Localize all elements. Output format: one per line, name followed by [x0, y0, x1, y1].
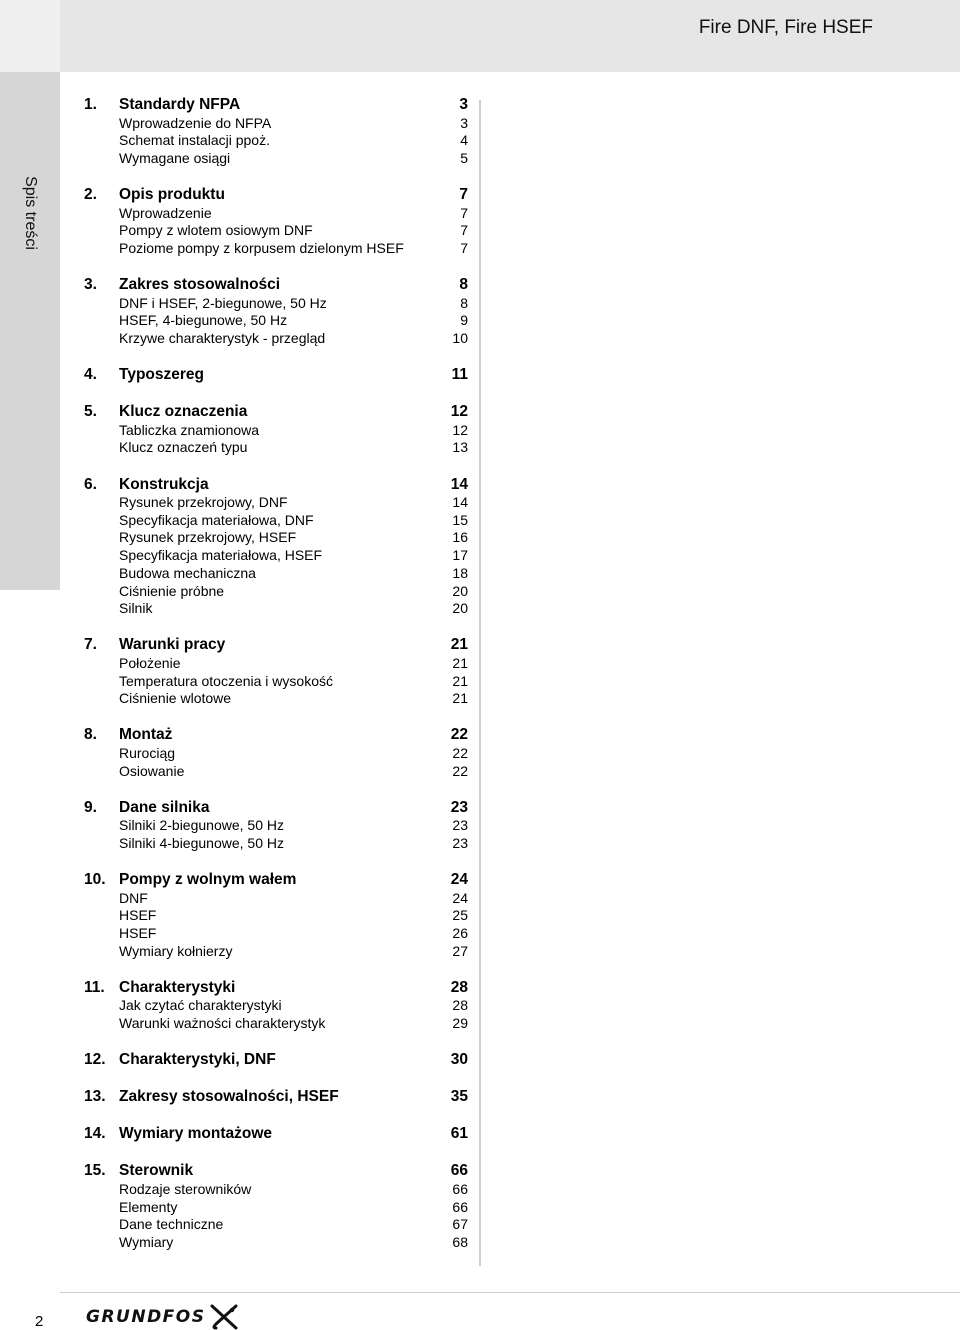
toc-section-heading[interactable] [84, 185, 468, 205]
header-corner-block [0, 0, 60, 72]
toc-section-heading[interactable] [84, 365, 468, 385]
toc-item-page: 10 [452, 330, 468, 346]
toc-section-title: Sterownik [119, 1162, 194, 1180]
toc-item[interactable] [84, 422, 468, 440]
toc-item-title: DNF i HSEF, 2-biegunowe, 50 Hz [119, 294, 327, 311]
toc-item[interactable] [84, 295, 468, 313]
toc-item[interactable] [84, 547, 468, 565]
toc-item[interactable] [84, 222, 468, 240]
toc-section-number: 3. [84, 276, 97, 294]
toc-item[interactable] [84, 600, 468, 618]
toc-item-title: HSEF, 4-biegunowe, 50 Hz [119, 312, 288, 329]
toc-item-title: Silniki 2-biegunowe, 50 Hz [119, 817, 284, 834]
toc-item[interactable] [84, 673, 468, 691]
toc-item-page: 29 [452, 1015, 468, 1032]
toc-item[interactable] [84, 925, 468, 943]
toc-item-title: Silnik [119, 600, 153, 617]
toc-item[interactable] [84, 943, 468, 961]
toc-item[interactable] [84, 1181, 468, 1199]
toc-item-page: 21 [452, 690, 468, 707]
toc-section-title: Charakterystyki [119, 978, 236, 996]
toc-section-heading[interactable] [84, 1161, 468, 1181]
toc-section [84, 870, 468, 960]
toc-item-page: 9 [460, 312, 468, 329]
toc-section [84, 725, 468, 780]
toc-item-title: Specyfikacja materiałowa, DNF [119, 511, 314, 528]
toc-item-page: 7 [460, 222, 468, 239]
toc-item[interactable] [84, 1199, 468, 1217]
toc-item-title: Ciśnienie próbne [119, 582, 225, 599]
toc-section [84, 475, 468, 618]
toc-section-heading[interactable] [84, 95, 468, 115]
toc-item-title: Poziome pompy z korpusem dzielonym HSEF [119, 239, 404, 256]
table-of-contents [84, 88, 468, 1269]
toc-section [84, 275, 468, 348]
toc-item-title: Temperatura otoczenia i wysokość [119, 672, 333, 689]
toc-section-number: 1. [84, 96, 97, 113]
toc-section-heading[interactable] [84, 1087, 468, 1107]
toc-item-title: HSEF [119, 907, 157, 924]
toc-section-title: Charakterystyki, DNF [119, 1051, 276, 1069]
toc-item-title: Położenie [119, 654, 181, 671]
toc-section-number: 5. [84, 403, 97, 421]
toc-section-page: 8 [459, 276, 468, 294]
toc-item-title: Klucz oznaczeń typu [119, 439, 248, 456]
toc-section-number: 13. [84, 1088, 106, 1106]
toc-item-title: Wymagane osiągi [119, 149, 231, 166]
toc-item[interactable] [84, 763, 468, 781]
toc-item-title: Rodzaje sterowników [119, 1180, 252, 1197]
toc-section-number: 11. [84, 978, 105, 996]
toc-item[interactable] [84, 205, 468, 223]
toc-item-title: DNF [119, 889, 148, 906]
toc-item[interactable] [84, 132, 468, 150]
toc-section-title: Standardy NFPA [119, 96, 241, 113]
toc-section-number: 14. [84, 1125, 106, 1143]
toc-item[interactable] [84, 745, 468, 763]
toc-section-heading[interactable] [84, 978, 468, 998]
toc-item[interactable] [84, 890, 468, 908]
toc-section-page: 35 [450, 1088, 468, 1106]
toc-item-page: 4 [460, 132, 468, 149]
toc-section-page: 61 [450, 1125, 468, 1143]
toc-item-title: Wymiary kołnierzy [119, 942, 233, 959]
toc-item-title: Jak czytać charakterystyki [119, 997, 282, 1014]
toc-item-page: 12 [452, 421, 468, 438]
toc-section-page: 11 [451, 366, 468, 384]
toc-item-title: Dane techniczne [119, 1216, 224, 1233]
toc-section-page: 24 [450, 871, 468, 889]
toc-section-number: 2. [84, 186, 97, 204]
document-title: Fire DNF, Fire HSEF [698, 17, 873, 38]
toc-item-title: Elementy [119, 1198, 178, 1215]
toc-section-title: Opis produktu [119, 186, 225, 204]
toc-item-title: Wymiary [119, 1233, 174, 1250]
toc-section-title: Zakres stosowalności [119, 276, 281, 294]
toc-section-number: 15. [84, 1162, 106, 1180]
toc-item-page: 3 [460, 114, 468, 131]
toc-item-page: 22 [452, 744, 468, 761]
toc-item-page: 66 [452, 1180, 468, 1197]
toc-item-title: Rurociąg [119, 744, 176, 761]
toc-section-page: 66 [450, 1162, 468, 1180]
page-number: 2 [35, 1313, 44, 1330]
toc-item-title: Rysunek przekrojowy, DNF [119, 494, 288, 511]
toc-item[interactable] [84, 565, 468, 583]
sidebar-tab [0, 72, 60, 590]
toc-section-title: Dane silnika [119, 798, 210, 816]
toc-section [84, 1050, 468, 1070]
toc-divider-line [479, 100, 481, 1266]
toc-item-page: 28 [452, 997, 468, 1014]
toc-item-page: 23 [452, 835, 468, 851]
toc-item-page: 14 [452, 494, 468, 511]
toc-item-title: Wprowadzenie [119, 204, 212, 221]
toc-section-page: 30 [450, 1051, 468, 1069]
toc-section-heading[interactable] [84, 635, 468, 655]
toc-item-page: 18 [452, 564, 468, 581]
toc-item-page: 23 [452, 817, 468, 834]
toc-item[interactable] [84, 240, 468, 258]
toc-section [84, 798, 468, 853]
toc-item[interactable] [84, 529, 468, 547]
toc-section-page: 3 [459, 96, 468, 113]
toc-section-number: 7. [84, 636, 97, 654]
toc-section-heading[interactable] [84, 475, 468, 495]
toc-section-heading[interactable] [84, 1124, 468, 1144]
toc-item-page: 7 [460, 204, 468, 221]
toc-item[interactable] [84, 835, 468, 853]
sidebar-tab-label: Spis treści [22, 176, 39, 250]
toc-item[interactable] [84, 583, 468, 601]
toc-item[interactable] [84, 330, 468, 348]
toc-item-page: 66 [452, 1198, 468, 1215]
toc-section-heading[interactable] [84, 725, 468, 745]
toc-section [84, 1161, 468, 1251]
footer-divider [60, 1292, 960, 1293]
toc-item-page: 22 [452, 762, 468, 779]
toc-section-number: 6. [84, 475, 97, 493]
toc-item-page: 15 [452, 511, 468, 528]
toc-item[interactable] [84, 150, 468, 168]
toc-item[interactable] [84, 115, 468, 133]
toc-section-number: 8. [84, 726, 97, 744]
toc-item[interactable] [84, 312, 468, 330]
toc-item-title: Pompy z wlotem osiowym DNF [119, 222, 313, 239]
logo-wordmark: GRUNDFOS [86, 1307, 206, 1327]
toc-item-page: 27 [452, 942, 468, 959]
toc-item[interactable] [84, 439, 468, 457]
toc-item-title: Schemat instalacji ppoż. [119, 132, 270, 149]
toc-section-number: 10. [84, 871, 106, 889]
toc-section [84, 1087, 468, 1107]
toc-item-title: Ciśnienie wlotowe [119, 690, 232, 707]
toc-section-heading[interactable] [84, 798, 468, 818]
toc-section-page: 14 [450, 475, 468, 493]
toc-section-title: Konstrukcja [119, 475, 209, 493]
grundfos-x-icon [210, 1304, 240, 1330]
toc-section-title: Pompy z wolnym wałem [119, 871, 297, 889]
toc-section-number: 9. [84, 798, 97, 816]
toc-item-title: Osiowanie [119, 762, 185, 779]
toc-item-page: 67 [452, 1216, 468, 1233]
toc-item-page: 5 [460, 149, 468, 166]
toc-section-title: Wymiary montażowe [119, 1125, 273, 1143]
toc-section-page: 28 [450, 978, 468, 996]
toc-item-page: 68 [452, 1233, 468, 1250]
toc-section-page: 7 [459, 186, 468, 204]
toc-section-number: 12. [84, 1051, 106, 1069]
toc-item-page: 7 [460, 239, 468, 256]
toc-section [84, 635, 468, 708]
toc-item[interactable] [84, 1015, 468, 1033]
toc-item-page: 21 [452, 672, 468, 689]
toc-item-page: 13 [452, 439, 468, 456]
toc-item-title: Silniki 4-biegunowe, 50 Hz [119, 835, 284, 851]
toc-item[interactable] [84, 997, 468, 1015]
toc-section-title: Typoszereg [119, 366, 204, 384]
toc-item[interactable] [84, 907, 468, 925]
toc-section [84, 978, 468, 1033]
toc-section-number: 4. [84, 366, 97, 384]
toc-section-title: Warunki pracy [119, 636, 226, 654]
toc-item-title: Krzywe charakterystyk - przegląd [119, 330, 326, 346]
toc-item-page: 24 [452, 889, 468, 906]
toc-section [84, 1124, 468, 1144]
toc-section [84, 95, 468, 168]
toc-item-page: 8 [460, 294, 468, 311]
toc-section-page: 12 [450, 403, 468, 421]
toc-item-page: 26 [452, 925, 468, 942]
toc-item[interactable] [84, 690, 468, 708]
toc-item[interactable] [84, 1216, 468, 1234]
toc-item[interactable] [84, 512, 468, 530]
toc-section-heading[interactable] [84, 1050, 468, 1070]
toc-section [84, 365, 468, 385]
toc-item[interactable] [84, 817, 468, 835]
toc-section-page: 21 [450, 636, 468, 654]
toc-item-title: Specyfikacja materiałowa, HSEF [119, 547, 323, 564]
toc-section-heading[interactable] [84, 870, 468, 890]
toc-item-page: 20 [452, 600, 468, 617]
toc-item-title: HSEF [119, 925, 157, 942]
toc-item-page: 25 [452, 907, 468, 924]
toc-item-page: 16 [452, 529, 468, 546]
toc-item-title: Tabliczka znamionowa [119, 421, 260, 438]
toc-item-title: Wprowadzenie do NFPA [119, 114, 272, 131]
toc-item-title: Rysunek przekrojowy, HSEF [119, 529, 297, 546]
toc-item-page: 21 [452, 654, 468, 671]
toc-section-title: Klucz oznaczenia [119, 403, 248, 421]
toc-item[interactable] [84, 494, 468, 512]
toc-section-title: Montaż [119, 726, 173, 744]
toc-section-title: Zakresy stosowalności, HSEF [119, 1088, 339, 1106]
toc-section-page: 22 [450, 726, 468, 744]
toc-section-heading[interactable] [84, 275, 468, 295]
toc-item-title: Budowa mechaniczna [119, 564, 256, 581]
toc-section [84, 185, 468, 258]
toc-item-page: 20 [452, 582, 468, 599]
toc-item[interactable] [84, 1234, 468, 1252]
grundfos-logo [86, 1304, 240, 1330]
toc-item-title: Warunki ważności charakterystyk [119, 1015, 326, 1032]
toc-item[interactable] [84, 655, 468, 673]
toc-item-page: 17 [452, 547, 468, 564]
toc-section-heading[interactable] [84, 402, 468, 422]
toc-section-page: 23 [450, 798, 468, 816]
toc-section [84, 402, 468, 457]
